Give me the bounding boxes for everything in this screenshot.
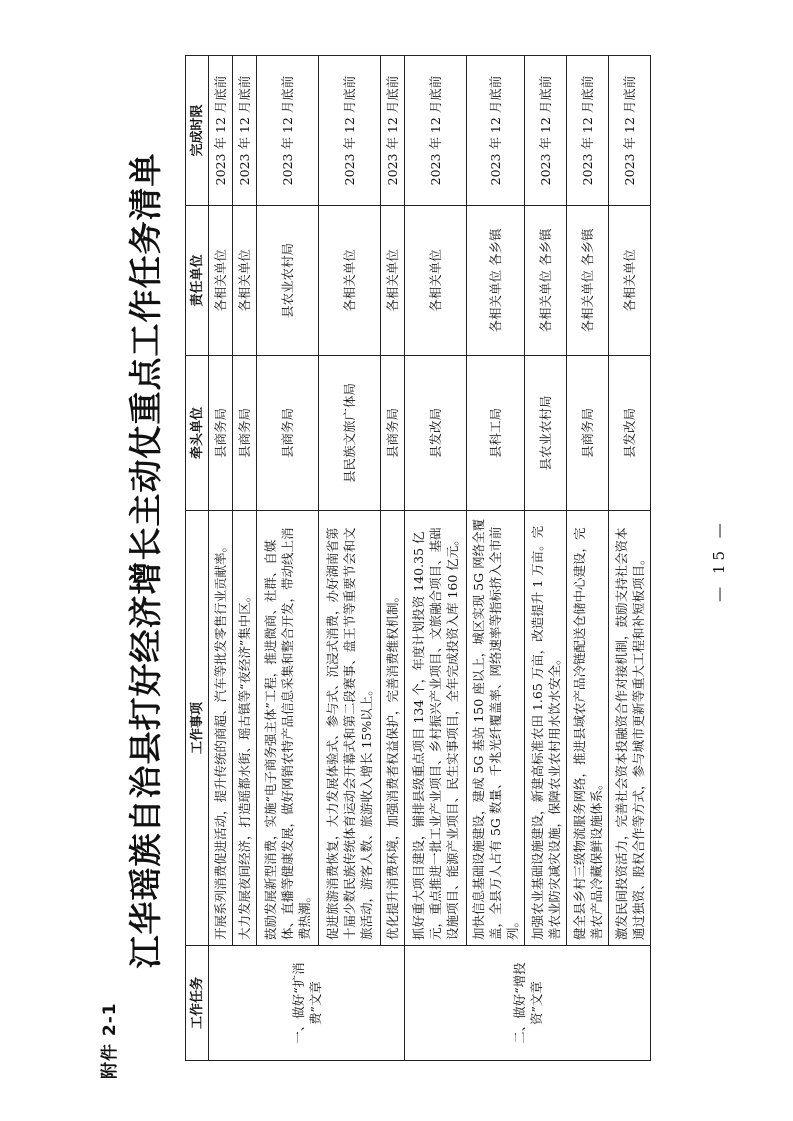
matter-cell: 加快信息基础设施建设，建成 5G 基站 150 座以上，城区实现 5G 网络全覆盖，全县万人占有 5G 数量、千兆光纤覆盖率、网络速率等指标挤入全市前列。 bbox=[467, 511, 525, 946]
task-cell: 二、做好“增投资”文章 bbox=[405, 946, 651, 1061]
lead-unit-cell: 县商务局 bbox=[209, 356, 233, 511]
header-responsible-unit: 责任单位 bbox=[186, 206, 209, 356]
matter-cell: 优化提升消费环境，加强消费者权益保护，完善消费维权机制。 bbox=[381, 511, 405, 946]
deadline-cell: 2023 年 12 月底前 bbox=[257, 56, 319, 206]
lead-unit-cell: 县商务局 bbox=[567, 356, 609, 511]
responsible-unit-cell: 各相关单位 bbox=[209, 206, 233, 356]
matter-cell: 抓好重大项目建设，铺排县级重点项目 134 个，年度计划投资 140.35 亿元，重点推进一批工业产业项目、乡村振兴产业项目、文旅融合项目、基础设施项目、能源产业项目、民生实事项目，全年完成投资入库 160 亿元。 bbox=[405, 511, 467, 946]
lead-unit-cell: 县商务局 bbox=[233, 356, 257, 511]
matter-cell: 加强农业基础设施建设，新建高标准农田 1.65 万亩，改造提升 1 万亩。完善农业防灾减灾设施，保障农业农村用水饮水安全。 bbox=[525, 511, 567, 946]
lead-unit-cell: 县民族文旅广体局 bbox=[319, 356, 381, 511]
matter-cell: 鼓励发展新型消费，实施“电子商务强主体”工程，推进微商、社群、自媒体、直播等健康发展，做好网销农特产品信息采集和整合开发，带动线上消费热潮。 bbox=[257, 511, 319, 946]
lead-unit-cell: 县发改局 bbox=[609, 356, 651, 511]
deadline-cell: 2023 年 12 月底前 bbox=[405, 56, 467, 206]
task-cell: 一、做好“扩消费”文章 bbox=[209, 946, 405, 1061]
table-row bbox=[257, 56, 319, 1061]
table-header-row bbox=[186, 56, 209, 1061]
document-title: 江华瑶族自治县打好经济增长主动仗重点工作任务清单 bbox=[126, 152, 165, 969]
header-task: 工作任务 bbox=[186, 946, 209, 1061]
matter-cell: 大力发展夜间经济，打造瑶都水街、瑶古镇等“夜经济”集中区。 bbox=[233, 511, 257, 946]
table-row bbox=[405, 56, 467, 1061]
table-row bbox=[381, 56, 405, 1061]
table-row bbox=[609, 56, 651, 1061]
responsible-unit-cell: 各相关单位 bbox=[319, 206, 381, 356]
deadline-cell: 2023 年 12 月底前 bbox=[233, 56, 257, 206]
table-row bbox=[467, 56, 525, 1061]
responsible-unit-cell: 县农业农村局 bbox=[257, 206, 319, 356]
matter-cell: 开展系列消费促进活动，提升传统的商超、汽车等批发零售行业贡献率。 bbox=[209, 511, 233, 946]
table-row bbox=[567, 56, 609, 1061]
responsible-unit-cell: 各相关单位 bbox=[405, 206, 467, 356]
lead-unit-cell: 县农业农村局 bbox=[525, 356, 567, 511]
attachment-label: 附件 2-1 bbox=[100, 1002, 120, 1079]
lead-unit-cell: 县发改局 bbox=[405, 356, 467, 511]
table-row bbox=[209, 56, 233, 1061]
lead-unit-cell: 县商务局 bbox=[381, 356, 405, 511]
deadline-cell: 2023 年 12 月底前 bbox=[319, 56, 381, 206]
responsible-unit-cell: 各相关单位 各乡镇 bbox=[525, 206, 567, 356]
deadline-cell: 2023 年 12 月底前 bbox=[609, 56, 651, 206]
deadline-cell: 2023 年 12 月底前 bbox=[381, 56, 405, 206]
lead-unit-cell: 县科工局 bbox=[467, 356, 525, 511]
lead-unit-cell: 县商务局 bbox=[257, 356, 319, 511]
matter-cell: 健全县乡村三级物流服务网络，推进县域农产品冷链配送仓储中心建设，完善农产品冷藏保鲜设施体系。 bbox=[567, 511, 609, 946]
deadline-cell: 2023 年 12 月底前 bbox=[525, 56, 567, 206]
table-row bbox=[319, 56, 381, 1061]
responsible-unit-cell: 各相关单位 bbox=[233, 206, 257, 356]
table-row bbox=[233, 56, 257, 1061]
header-deadline: 完成时限 bbox=[186, 56, 209, 206]
deadline-cell: 2023 年 12 月底前 bbox=[209, 56, 233, 206]
matter-cell: 促进旅游消费恢复，大力发展体验式、参与式、沉浸式消费，办好湖南省第十届少数民族传统体育运动会开幕式和第二段赛事、盘王节等重要节会和文旅活动，游客人数、旅游收入增长 15%以上。 bbox=[319, 511, 381, 946]
page-number: — 15 — bbox=[710, 519, 728, 602]
responsible-unit-cell: 各相关单位 各乡镇 bbox=[567, 206, 609, 356]
responsible-unit-cell: 各相关单位 bbox=[609, 206, 651, 356]
matter-cell: 激发民间投资活力，完善社会资本投融资合作对接机制，鼓励支持社会资本通过独资、股权合作等方式，参与城市更新等重大工程和补短板项目。 bbox=[609, 511, 651, 946]
responsible-unit-cell: 各相关单位 各乡镇 bbox=[467, 206, 525, 356]
deadline-cell: 2023 年 12 月底前 bbox=[567, 56, 609, 206]
table-row bbox=[525, 56, 567, 1061]
header-lead-unit: 牵头单位 bbox=[186, 356, 209, 511]
header-matter: 工作事项 bbox=[186, 511, 209, 946]
responsible-unit-cell: 各相关单位 bbox=[381, 206, 405, 356]
deadline-cell: 2023 年 12 月底前 bbox=[467, 56, 525, 206]
task-table bbox=[185, 55, 651, 1061]
